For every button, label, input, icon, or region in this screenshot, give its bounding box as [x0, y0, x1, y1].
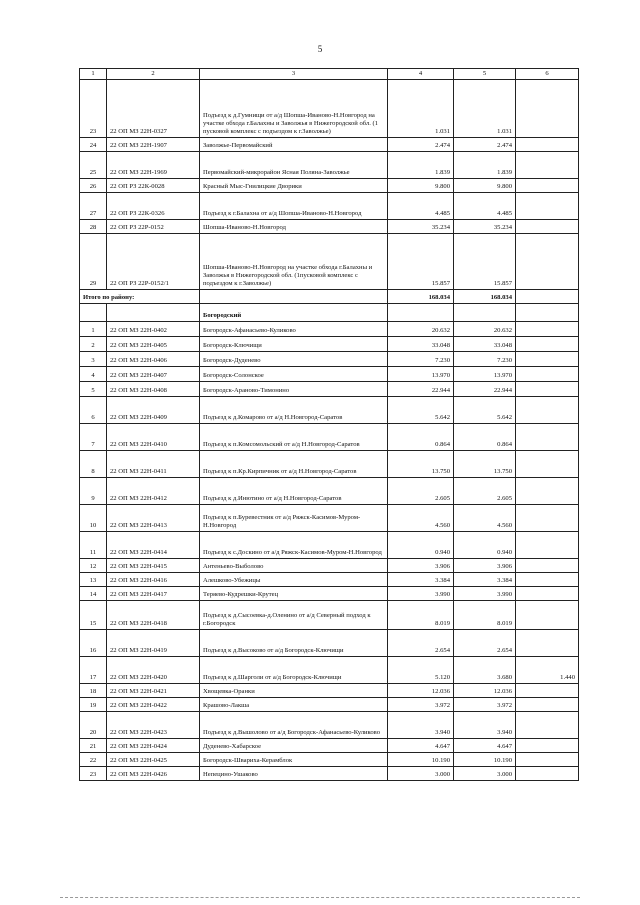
road-name: Подъезд к д.Инютино от а/д Н.Новгород-Саратов — [200, 478, 388, 505]
road-name: Богородск-Солонское — [200, 367, 388, 382]
length-col6 — [516, 337, 579, 352]
road-name: Богородск-Ключищи — [200, 337, 388, 352]
length-col5: 3.000 — [454, 767, 516, 781]
road-code: 22 ОП МЗ 22Н-0426 — [107, 767, 200, 781]
road-code: 22 ОП МЗ 22Н-0402 — [107, 322, 200, 337]
length-col5: 10.190 — [454, 753, 516, 767]
row-number: 11 — [80, 532, 107, 559]
length-col6 — [516, 559, 579, 573]
length-col6 — [516, 138, 579, 152]
road-name: Подъезд к д.Шарголи от а/д Богородск-Ключищи — [200, 657, 388, 684]
road-code: 22 ОП МЗ 22Н-0416 — [107, 573, 200, 587]
road-name: Подъезд к д.Комарово от а/д Н.Новгород-Саратов — [200, 397, 388, 424]
table-row — [80, 193, 579, 220]
table-row — [80, 767, 579, 781]
row-number: 23 — [80, 80, 107, 138]
length-col6 — [516, 322, 579, 337]
row-number: 19 — [80, 698, 107, 712]
table-row — [80, 220, 579, 234]
length-col5: 4.560 — [454, 505, 516, 532]
length-col5: 2.474 — [454, 138, 516, 152]
length-col6 — [516, 367, 579, 382]
table-row — [80, 712, 579, 739]
length-total: 3.940 — [388, 712, 454, 739]
length-col5: 8.019 — [454, 601, 516, 630]
row-number: 10 — [80, 505, 107, 532]
table-row — [80, 352, 579, 367]
road-name: Непецино-Ушаково — [200, 767, 388, 781]
road-name: Подъезд к д.Высоково от а/д Богородск-Ключищи — [200, 630, 388, 657]
length-total: 4.485 — [388, 193, 454, 220]
length-col5: 3.940 — [454, 712, 516, 739]
total-empty — [200, 290, 388, 304]
row-number: 26 — [80, 179, 107, 193]
road-name: Хвощевка-Оранки — [200, 684, 388, 698]
length-col5: 1.839 — [454, 152, 516, 179]
length-col6 — [516, 424, 579, 451]
length-col5: 13.970 — [454, 367, 516, 382]
length-total: 4.647 — [388, 739, 454, 753]
table-row — [80, 559, 579, 573]
road-name: Подъезд к п.Кр.Кирпичник от а/д Н.Новгород-Саратов — [200, 451, 388, 478]
table-row — [80, 424, 579, 451]
road-code: 22 ОП МЗ 22Н-0418 — [107, 601, 200, 630]
road-name: Подъезд к с.Доскино от а/д Ряжск-Касимов-Муром-Н.Новгород — [200, 532, 388, 559]
length-col5: 3.906 — [454, 559, 516, 573]
section-empty — [388, 304, 454, 322]
road-code: 22 ОП МЗ 22Н-0411 — [107, 451, 200, 478]
road-code: 22 ОП МЗ 22Н-0417 — [107, 587, 200, 601]
length-col6 — [516, 587, 579, 601]
row-number: 16 — [80, 630, 107, 657]
row-number: 12 — [80, 559, 107, 573]
length-total: 13.750 — [388, 451, 454, 478]
header-cell: 6 — [516, 69, 579, 80]
length-col6 — [516, 397, 579, 424]
section-row — [80, 304, 579, 322]
road-code: 22 ОП МЗ 22Н-0405 — [107, 337, 200, 352]
length-col5: 3.972 — [454, 698, 516, 712]
length-col6 — [516, 234, 579, 290]
row-number: 29 — [80, 234, 107, 290]
road-code: 22 ОП МЗ 22Н-0327 — [107, 80, 200, 138]
length-col5: 33.048 — [454, 337, 516, 352]
row-number: 5 — [80, 382, 107, 397]
length-total: 2.654 — [388, 630, 454, 657]
road-code: 22 ОП РЗ 22К-0028 — [107, 179, 200, 193]
section-empty — [107, 304, 200, 322]
length-col5: 1.031 — [454, 80, 516, 138]
row-number: 17 — [80, 657, 107, 684]
road-name: Подъезд к п.Комсомольский от а/д Н.Новгород-Саратов — [200, 424, 388, 451]
road-name: Шопша-Иваново-Н.Новгород на участке обхода г.Балахны и Заволжья в Нижегородской обл. (1пусковой комплекс с подъездом к г.Заволжье) — [200, 234, 388, 290]
header-cell: 1 — [80, 69, 107, 80]
table-row — [80, 179, 579, 193]
section-empty — [80, 304, 107, 322]
row-number: 6 — [80, 397, 107, 424]
length-col6 — [516, 382, 579, 397]
row-number: 23 — [80, 767, 107, 781]
table-row — [80, 234, 579, 290]
table-row — [80, 753, 579, 767]
length-total: 8.019 — [388, 601, 454, 630]
length-total: 3.384 — [388, 573, 454, 587]
road-code: 22 ОП МЗ 22Н-0425 — [107, 753, 200, 767]
length-col5: 3.990 — [454, 587, 516, 601]
row-number: 1 — [80, 322, 107, 337]
length-col5: 0.864 — [454, 424, 516, 451]
table-row — [80, 80, 579, 138]
road-code: 22 ОП МЗ 22Н-1969 — [107, 152, 200, 179]
table-row — [80, 397, 579, 424]
table-row — [80, 478, 579, 505]
road-code: 22 ОП РЗ 22Р-0152 — [107, 220, 200, 234]
road-code: 22 ОП МЗ 22Н-0406 — [107, 352, 200, 367]
road-code: 22 ОП МЗ 22Н-0415 — [107, 559, 200, 573]
length-col6 — [516, 532, 579, 559]
road-name: Богородск-Швариха-Керамблок — [200, 753, 388, 767]
road-code: 22 ОП МЗ 22Н-0421 — [107, 684, 200, 698]
length-col5: 4.647 — [454, 739, 516, 753]
road-name: Крашово-Лакша — [200, 698, 388, 712]
row-number: 2 — [80, 337, 107, 352]
road-name: Теряево-Кудрешки-Крутец — [200, 587, 388, 601]
total-row — [80, 290, 579, 304]
length-col5: 4.485 — [454, 193, 516, 220]
length-total: 5.120 — [388, 657, 454, 684]
length-total: 15.857 — [388, 234, 454, 290]
section-title: Богородский — [200, 304, 388, 322]
length-col5: 2.605 — [454, 478, 516, 505]
length-total: 33.048 — [388, 337, 454, 352]
length-col6 — [516, 505, 579, 532]
row-number: 18 — [80, 684, 107, 698]
table-row — [80, 337, 579, 352]
table-row — [80, 698, 579, 712]
header-row — [80, 69, 579, 80]
length-col6 — [516, 767, 579, 781]
section-empty — [516, 304, 579, 322]
header-cell: 4 — [388, 69, 454, 80]
row-number: 24 — [80, 138, 107, 152]
row-number: 4 — [80, 367, 107, 382]
length-col5: 35.234 — [454, 220, 516, 234]
length-col6 — [516, 352, 579, 367]
road-name: Богородск-Афанасьево-Куликово — [200, 322, 388, 337]
road-name: Антеньево-Выболово — [200, 559, 388, 573]
length-col6 — [516, 152, 579, 179]
road-name: Подъезд к д.Сысоевка-д.Оленино от а/д Северный подход к г.Богородск — [200, 601, 388, 630]
table-row — [80, 382, 579, 397]
row-number: 14 — [80, 587, 107, 601]
total-label: Итого по району: — [80, 290, 200, 304]
table-row — [80, 138, 579, 152]
length-total: 0.864 — [388, 424, 454, 451]
table-row — [80, 451, 579, 478]
table-row — [80, 587, 579, 601]
table-row — [80, 684, 579, 698]
road-name: Первомайский-микрорайон Ясная Поляна-Заволжье — [200, 152, 388, 179]
road-code: 22 ОП МЗ 22Н-0420 — [107, 657, 200, 684]
length-col5: 20.632 — [454, 322, 516, 337]
length-col5: 2.654 — [454, 630, 516, 657]
length-col6 — [516, 739, 579, 753]
length-total: 7.230 — [388, 352, 454, 367]
road-code: 22 ОП РЗ 22Р-0152/1 — [107, 234, 200, 290]
length-col6 — [516, 193, 579, 220]
section-empty — [454, 304, 516, 322]
row-number: 25 — [80, 152, 107, 179]
road-code: 22 ОП МЗ 22Н-0424 — [107, 739, 200, 753]
length-total: 20.632 — [388, 322, 454, 337]
road-name: Дуденево-Хабарское — [200, 739, 388, 753]
table-row — [80, 367, 579, 382]
length-col6 — [516, 698, 579, 712]
row-number: 7 — [80, 424, 107, 451]
length-total: 13.970 — [388, 367, 454, 382]
road-name: Шопша-Иваново-Н.Новгород — [200, 220, 388, 234]
table-row — [80, 152, 579, 179]
length-total: 0.940 — [388, 532, 454, 559]
table-row — [80, 322, 579, 337]
header-cell: 3 — [200, 69, 388, 80]
length-total: 3.000 — [388, 767, 454, 781]
road-name: Алешково-Убежицы — [200, 573, 388, 587]
length-total: 10.190 — [388, 753, 454, 767]
length-col6 — [516, 753, 579, 767]
row-number: 13 — [80, 573, 107, 587]
length-total: 3.906 — [388, 559, 454, 573]
road-name: Богородск-Араново-Тимонино — [200, 382, 388, 397]
row-number: 21 — [80, 739, 107, 753]
length-total: 9.800 — [388, 179, 454, 193]
length-col6 — [516, 451, 579, 478]
length-total: 12.036 — [388, 684, 454, 698]
length-col5: 5.642 — [454, 397, 516, 424]
length-total: 35.234 — [388, 220, 454, 234]
road-name: Заволжье-Первомайский — [200, 138, 388, 152]
length-total: 2.605 — [388, 478, 454, 505]
length-total: 3.990 — [388, 587, 454, 601]
length-col5: 15.857 — [454, 234, 516, 290]
length-total: 22.944 — [388, 382, 454, 397]
length-col6 — [516, 220, 579, 234]
road-code: 22 ОП МЗ 22Н-0414 — [107, 532, 200, 559]
table-row — [80, 601, 579, 630]
length-col6 — [516, 478, 579, 505]
table-row — [80, 505, 579, 532]
road-code: 22 ОП МЗ 22Н-0419 — [107, 630, 200, 657]
length-col6 — [516, 630, 579, 657]
table-row — [80, 532, 579, 559]
road-name: Подъезд к п.Буревестник от а/д Ряжск-Касимов-Муром-Н.Новгород — [200, 505, 388, 532]
length-col6: 1.440 — [516, 657, 579, 684]
row-number: 20 — [80, 712, 107, 739]
road-code: 22 ОП МЗ 22Н-0413 — [107, 505, 200, 532]
length-col6 — [516, 684, 579, 698]
row-number: 8 — [80, 451, 107, 478]
road-code: 22 ОП МЗ 22Н-0412 — [107, 478, 200, 505]
length-total: 1.839 — [388, 152, 454, 179]
road-name: Красный Мыс-Гнилицкие Дворики — [200, 179, 388, 193]
road-code: 22 ОП МЗ 22Н-0408 — [107, 382, 200, 397]
header-cell: 5 — [454, 69, 516, 80]
length-col6 — [516, 601, 579, 630]
row-number: 27 — [80, 193, 107, 220]
length-total: 5.642 — [388, 397, 454, 424]
road-name: Подъезд к д.Вышолово от а/д Богородск-Афанасьево-Куликово — [200, 712, 388, 739]
length-col5: 7.230 — [454, 352, 516, 367]
table-row — [80, 739, 579, 753]
length-col5: 0.940 — [454, 532, 516, 559]
row-number: 9 — [80, 478, 107, 505]
total-c6 — [516, 290, 579, 304]
road-name: Подъезд к д.Гумнищи от а/д Шопша-Иваново-Н.Новгород на участке обхода г.Балахны и Заволжья в Нижегородской обл. (1 пусковой комплекс с подъездом к г.Заволжье) — [200, 80, 388, 138]
length-col5: 9.800 — [454, 179, 516, 193]
length-col6 — [516, 179, 579, 193]
total-c5: 168.034 — [454, 290, 516, 304]
table-row — [80, 573, 579, 587]
length-col5: 22.944 — [454, 382, 516, 397]
length-col6 — [516, 80, 579, 138]
length-col6 — [516, 573, 579, 587]
length-total: 1.031 — [388, 80, 454, 138]
length-col5: 13.750 — [454, 451, 516, 478]
total-c4: 168.034 — [388, 290, 454, 304]
roads-table — [79, 68, 579, 781]
table-row — [80, 657, 579, 684]
length-col5: 12.036 — [454, 684, 516, 698]
footer-rule — [60, 897, 580, 898]
row-number: 15 — [80, 601, 107, 630]
road-name: Богородск-Дуденево — [200, 352, 388, 367]
length-total: 4.560 — [388, 505, 454, 532]
row-number: 22 — [80, 753, 107, 767]
road-code: 22 ОП РЗ 22К-0326 — [107, 193, 200, 220]
length-total: 2.474 — [388, 138, 454, 152]
length-col6 — [516, 712, 579, 739]
row-number: 3 — [80, 352, 107, 367]
road-code: 22 ОП МЗ 22Н-0409 — [107, 397, 200, 424]
length-col5: 3.680 — [454, 657, 516, 684]
road-code: 22 ОП МЗ 22Н-0410 — [107, 424, 200, 451]
header-cell: 2 — [107, 69, 200, 80]
road-code: 22 ОП МЗ 22Н-1907 — [107, 138, 200, 152]
page-number: 5 — [317, 44, 323, 54]
length-total: 3.972 — [388, 698, 454, 712]
road-name: Подъезд к г.Балахна от а/д Шопша-Иваново-Н.Новгород — [200, 193, 388, 220]
road-code: 22 ОП МЗ 22Н-0407 — [107, 367, 200, 382]
table-row — [80, 630, 579, 657]
road-code: 22 ОП МЗ 22Н-0422 — [107, 698, 200, 712]
length-col5: 3.384 — [454, 573, 516, 587]
road-code: 22 ОП МЗ 22Н-0423 — [107, 712, 200, 739]
row-number: 28 — [80, 220, 107, 234]
